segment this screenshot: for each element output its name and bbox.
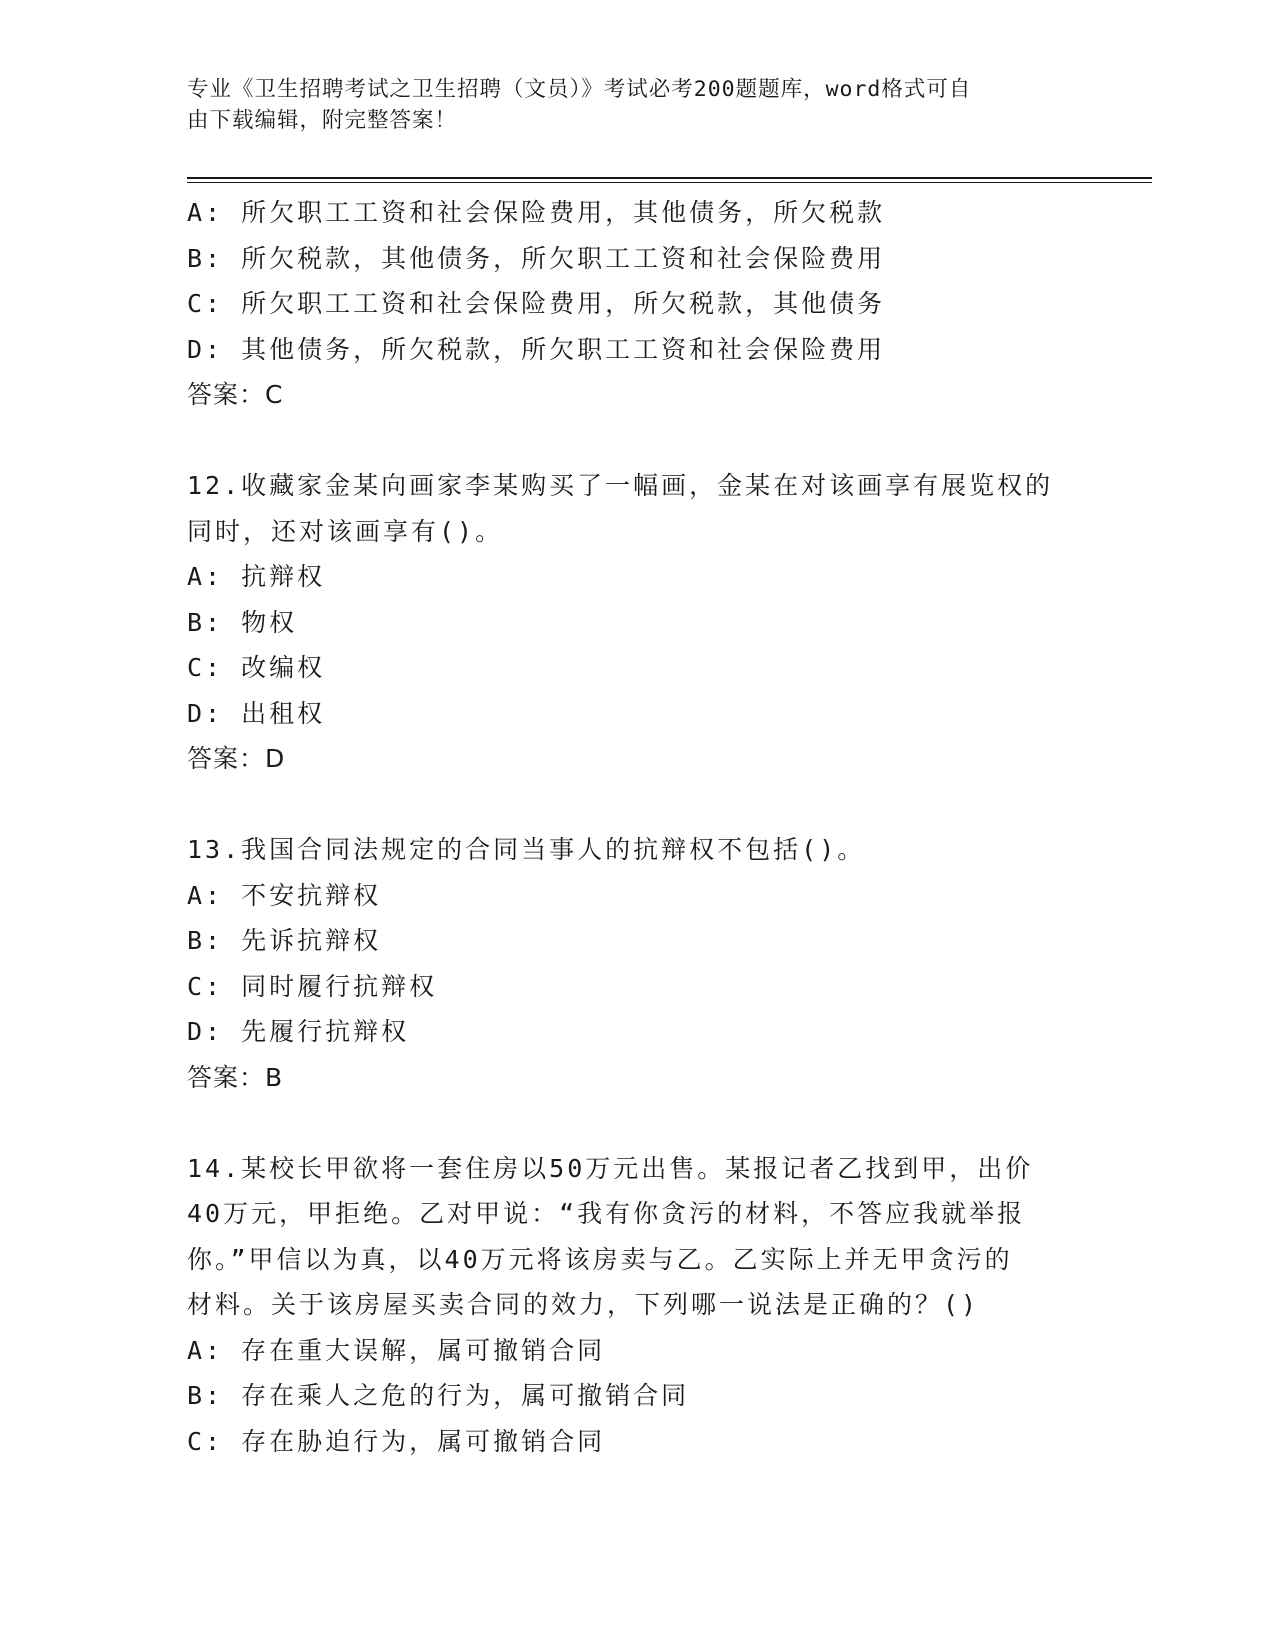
question-11 bbox=[187, 190, 1087, 418]
question-stem-line: 材料。关于该房屋买卖合同的效力，下列哪一说法是正确的？() bbox=[187, 1290, 980, 1319]
question-stem-line: 40万元，甲拒绝。乙对甲说：“我有你贪污的材料，不答应我就举报 bbox=[187, 1199, 1026, 1228]
spacer bbox=[187, 1100, 1087, 1146]
option-d: D: 其他债务，所欠税款，所欠职工工资和社会保险费用 bbox=[187, 334, 886, 364]
option-b: B: 存在乘人之危的行为，属可撤销合同 bbox=[187, 1381, 690, 1410]
option-a: A: 所欠职工工资和社会保险费用，其他债务，所欠税款 bbox=[187, 198, 886, 227]
option-c: C: 所欠职工工资和社会保险费用，所欠税款，其他债务 bbox=[187, 289, 886, 318]
question-stem-line: 你。”甲信以为真，以40万元将该房卖与乙。乙实际上并无甲贪污的 bbox=[187, 1244, 1013, 1274]
document-header bbox=[187, 74, 1067, 136]
question-stem-line: 同时，还对该画享有()。 bbox=[187, 516, 504, 546]
option-a: A: 不安抗辩权 bbox=[187, 880, 382, 910]
question-stem-line: 13.我国合同法规定的合同当事人的抗辩权不包括()。 bbox=[187, 835, 866, 864]
option-b: B: 所欠税款，其他债务，所欠职工工资和社会保险费用 bbox=[187, 243, 886, 273]
question-13 bbox=[187, 827, 1087, 1100]
option-c: C: 存在胁迫行为，属可撤销合同 bbox=[187, 1426, 606, 1456]
header-divider-thick bbox=[187, 177, 1152, 179]
answer: 答案：B bbox=[187, 1062, 284, 1092]
header-line-2: 由下载编辑，附完整答案！ bbox=[187, 108, 458, 133]
header-line-1: 专业《卫生招聘考试之卫生招聘（文员）》考试必考200题题库，word格式可自 bbox=[187, 77, 972, 102]
option-c: C: 同时履行抗辩权 bbox=[187, 971, 438, 1001]
answer: 答案：C bbox=[187, 380, 284, 409]
option-a: A: 存在重大误解，属可撤销合同 bbox=[187, 1335, 606, 1365]
question-14 bbox=[187, 1146, 1087, 1465]
option-a: A: 抗辩权 bbox=[187, 562, 326, 591]
option-d: D: 出租权 bbox=[187, 698, 326, 728]
answer: 答案：D bbox=[187, 744, 286, 773]
option-c: C: 改编权 bbox=[187, 653, 326, 682]
option-d: D: 先履行抗辩权 bbox=[187, 1017, 410, 1046]
question-stem-line: 12.收藏家金某向画家李某购买了一幅画，金某在对该画享有展览权的 bbox=[187, 471, 1054, 500]
header-divider-thin bbox=[187, 182, 1152, 183]
question-12 bbox=[187, 463, 1087, 782]
option-b: B: 先诉抗辩权 bbox=[187, 926, 382, 955]
question-list bbox=[187, 190, 1087, 1464]
option-b: B: 物权 bbox=[187, 607, 298, 637]
spacer bbox=[187, 418, 1087, 464]
question-stem-line: 14.某校长甲欲将一套住房以50万元出售。某报记者乙找到甲，出价 bbox=[187, 1153, 1034, 1183]
spacer bbox=[187, 782, 1087, 828]
